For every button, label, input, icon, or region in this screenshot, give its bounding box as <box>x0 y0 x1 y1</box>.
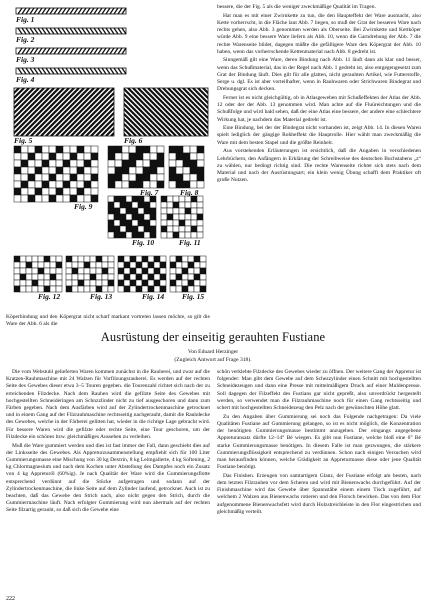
figure-label: Fig. 15 <box>182 292 205 301</box>
left-column-bottom <box>6 369 210 516</box>
right-column-bottom <box>217 369 421 518</box>
weave-grid-drawing <box>108 196 156 238</box>
weave-grid-drawing <box>169 146 204 188</box>
weave-grid-drawing <box>118 256 166 292</box>
paragraph: Eine Bindung, bei der der Bindegrat nicht vorhanden ist, zeigt Abb. 14. In diesen Waren spielt lediglich der gängige Rohheffekt die Hauptrolle. Hier wählt man zweckmäßig die Ware mit dem besten Stapel und die größte Reinheit. <box>217 125 421 146</box>
weave-grid-drawing <box>108 146 164 188</box>
paragraph: Sinngemäß gilt eine Ware, deren Bindung nach Abb. 11 läuft dann als klar und besser, wenn das Schußmaterial, das in der Regel nach Abb. 1 gedreht ist, also entgegengesetzt zum Grat der Bindung läuft. Dies gilt für alle glatten, nicht gerauhten Artikel, wie Futterstoffe, Serge u. dgl. Es ist aber vorteilhafter, wenn in Rauhwaren oder Strichwaren Bindegrat und Drehungsgrat sich decken. <box>217 57 421 93</box>
weave-grid-drawing <box>66 256 114 292</box>
paragraph: Muß die Ware gummiert werden und dies ist fast immer der Fall, dann geschieht dies auf der Linksseite des Gewebes. Als Appreturzusammenstellung empfiehlt sich für 100 Liter Gummierungsmasse eine Mischung von 30 kg Dextrin, 8 kg Leimgallerte, 4 kg Softening, 2 kg Chlormagnesium und nach dem Kochen unter Abstellung des Dampfes noch ein Zusatz von 4 kg Appreturöl (60%ig). Je nach Qualität der Ware wird die Gummierungsflotte entsprechend verdünnt auf die Stücke aufgetragen und sodann auf der Zylindertrockenmaschine, die linke Seite auf dem Zylinder laufend, getrocknet. Auch ist zu beachten, daß das Gewebe den Strich nach, also nicht gegen den Strich, durch die Gummiermaschine läuft. Nach erfolgter Gummierung wird nun abermals auf der rechten Seite filzartig gerauht, so daß sich die Gewebe eine <box>6 442 210 514</box>
figure-label: Fig. 9 <box>74 202 93 211</box>
paragraph: Das Finishen. Erzeugen von samtartigem Glanz, der Fustiane erfolgt am besten, nach dem letzten Filzrauhen vor dem Scheren und wird mit Bienenwachs durchgeführt. Auf der Finishmaschine wird das Gewebe über Spannstäbe einem einem Tisch zugeführt, auf welchem 2 Walzen aus Bienenwachs rotieren und den Florsch bewirken. Das von dem Flor aufgenommene Bienenwachsfett wird durch Holzstreichleiste in den Flor eingestrichen und gleichmäßig verteilt. <box>217 472 421 515</box>
figure-label: Fig. 10 <box>132 238 155 247</box>
paragraph: Hat man es mit einer Zwirnkette zu tun, die den Haupteffekt der Ware ausmacht, also Kette vorherrscht, in die Fläche laut Abb. 7 liegen, so muß der Grat der besseren Ware nach rechts gehen, also Abb. 3 genommen werden als Oberseite. Bei Zwirnkette und Kettköper würde Abb. 9 eine bessere Ware liefern als Abb. 10, wenn die Garndrehung der Abb. 7 die rechte Warenseite bildet, dagegen müßte die gefälligere Ware den Köpergrat der Abb. 10 haben, wenn das vorherrschende Kettenmaterial nach Abb. 8 gedreht ist. <box>217 12 421 55</box>
right-column-top <box>217 4 421 186</box>
weave-grid-drawing <box>170 256 206 292</box>
weave-figures-svg <box>6 6 210 306</box>
article-title: Ausrüstung der einseitig gerauhten Fustiane <box>100 330 326 344</box>
figures-caption <box>6 314 210 330</box>
figure-label: Fig. 11 <box>179 238 201 247</box>
weave-grid-drawing <box>161 196 203 238</box>
figure-label: Fig. 1 <box>16 15 35 24</box>
figure-label: Fig. 5 <box>14 136 33 145</box>
paragraph: schön verklebte Filzdecke des Gewebes wieder zu öffnen. Der weitere Gang der Appretur ist folgender: Man gibt dem Gewebe auf dem Schezzylinder einen Schnitt mit hochgestellten Schneidezeugen und dann eine Presse mit mittelmäßigem Druck auf einer Muldenpresse. Soll dagegen der Filzeffekt des Fustians gar nicht gepreßt, also unverdrückt hergestellt werden, so verwendet man die Filzrauhmaschine noch für einen Gang rechtsseitig und schert mit hochgestellten Schneidezeug den Pelz nach der gewünschten Höhe glatt. <box>217 369 421 412</box>
weave-grid-drawing <box>14 146 98 202</box>
paragraph: Zu den Angaben über Gummierung sei noch das Folgende nachgetragen: Da viele Qualitäten Fustiane auf Gummierung gelangen, so ist es nicht möglich, die Konzentration der benötigten Gummierungsmasse bestimmt anzugeben. Der eingangs angegebene Appreturansatz dürfte 12–14° Bé wiegen. Es gibt nun Fustiane, welche bloß eine 6° Bé starke Gummierungsmasse benötigen. In diesem Falle ist man gezwungen, die stärkere Gummierungsflüssigkeit entsprechend zu verdünnen. Schon nach einigen Versuchen wird man herausfinden können, welche Grädigkeit an Appreturmasse diese oder jene Qualität Fustiane benötigt. <box>217 413 421 471</box>
paragraph: Die vom Webstuhl gelieferten Waren kommen zunächst in die Rauherei, und zwar auf die Kratzen-Rauhmaschine mit 24 Walzen für Vorfilzungsrauherei. Es werden auf der rechten Seite des Gewebes dieser etwa 3–5 Touren gegeben. die Tourenzahl richtet sich nach der zu erreichenden Filzdecke. Nach dem Rauhen wird die gefilzte Seite des Gewebes mit hochgestellten Schneideringen am Schnzzlinder nicht zu tief ausgeschoren und dann zum Färben gegeben. Nach dem Ausfärben wird auf der Zylindertrockenmaschine getrocknet und in einem Gang auf der Filzrauhmaschine rechtsseitig nachgerauht, damit die Rauhdecke des Gewebes, welche in der Färberei gelitten hat, wieder in die richtige Lage gebracht wird. Für bessere Waren wird die gefilzte oder rechte Seite, eine Tour geschoren, um der Filzdecke ein schönes bzw. gleichmäßiges Aussehen zu verleihen. <box>6 369 210 440</box>
figure-label: Fig. 14 <box>142 292 165 301</box>
weave-grid-drawing <box>14 256 62 292</box>
figure-label: Fig. 6 <box>124 136 143 145</box>
figure-label: Fig. 12 <box>38 292 61 301</box>
figure-label: Fig. 7 <box>140 188 159 197</box>
figure-label: Fig. 3 <box>16 55 35 64</box>
yarn-twist-drawing <box>16 28 126 34</box>
paragraph: Aus vorstehenden Erläuterungen ist ersichtlich, daß die Angaben in verschiedenen Lehrbüchern, den Anfängern in Erklärung der Schreibweise des deutschen Buchstabens „z“ zu wählen, nur bedingt richtig sind. Die rechte Warenseite richtet sich stets nach dem Material und nach der Ausrüstungsart; ein klein wenig Übung schafft dem Praktiker oft große Nutzen. <box>217 148 421 184</box>
yarn-twist-drawing <box>16 8 126 14</box>
page-number: 222 <box>6 596 15 602</box>
figure-label: Fig. 4 <box>16 75 35 84</box>
yarn-twist-drawing <box>16 68 126 74</box>
figure-label: Fig. 2 <box>16 35 35 44</box>
article-reply-note: (Zugleich Antwort auf Frage 318). <box>174 357 252 363</box>
weave-figures <box>6 6 210 306</box>
paragraph: bessere, die der Fig. 5 als die weniger zweckmäßige Qualität im Tragen. <box>217 4 376 10</box>
figure-label: Fig. 13 <box>90 292 113 301</box>
figures-caption-text: Köperbindung und den Köpergrat nicht scharf markant vortreten lassen möchte, so gilt die Ware der Abb. 6 als die <box>6 314 210 328</box>
yarn-twist-drawing <box>16 48 126 54</box>
figure-label: Fig. 8 <box>180 188 199 197</box>
article-author: Von Eduard Herzinger <box>187 349 239 355</box>
paragraph: Ferner ist es nicht gleichgültig, ob in Atlasgeweben mit Schußeffekten der Atlas der Abb. 12 oder der der Abb. 13 genommen wird. Man achte auf die Fluüreichtungen und die Schußfolge und wird bald sehen, daß der eine Atlas eine bessere, der andere eine schlechtere Wirkung hat, je nachdem das Material gedreht ist. <box>217 94 421 123</box>
